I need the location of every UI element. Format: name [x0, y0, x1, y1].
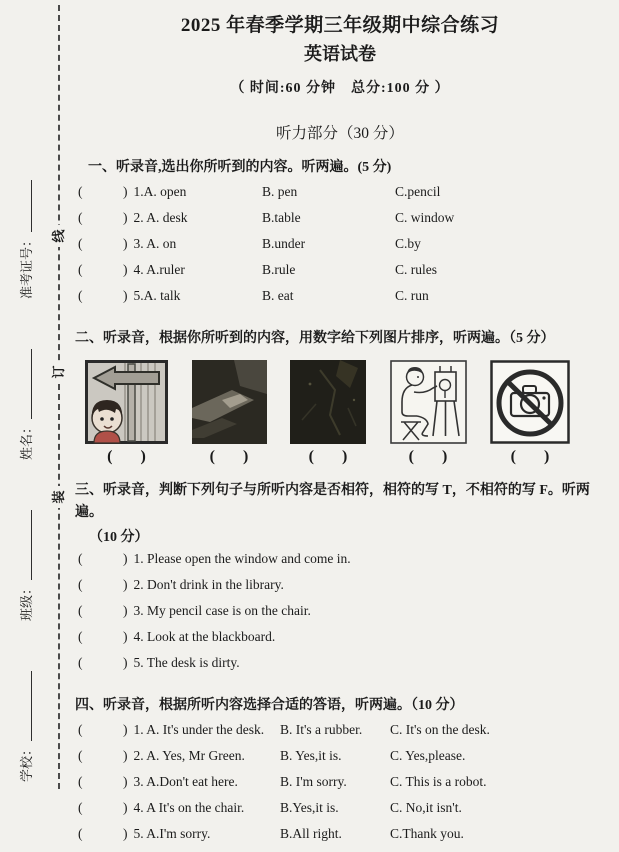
picture-answer-brackets [75, 448, 570, 466]
paper-subtitle: 英语试卷 [304, 44, 376, 64]
question-row: ( ) 2. A. desk B.table C. window [78, 210, 455, 225]
option-a: 3. A. on [133, 236, 177, 251]
option-b: B. It's a rubber. [280, 722, 363, 737]
question-row: ( ) 3. A.Don't eat here. B. I'm sorry. C. This is a robot. [78, 774, 487, 789]
answer-bracket: ( [78, 577, 83, 592]
option-c: C. It's on the desk. [390, 722, 490, 737]
option-b: B.Yes,it is. [280, 800, 339, 815]
question-row: ( ) 4. A.ruler B.rule C. rules [78, 262, 437, 277]
answer-bracket: ( [78, 236, 83, 251]
question-row: ( ) 3. A. on B.under C.by [78, 236, 421, 251]
answer-bracket: ( [78, 722, 83, 737]
answer-bracket: ( ) [107, 448, 146, 465]
statement-row: ( ) 4. Look at the blackboard. [78, 629, 276, 644]
option-c: C. rules [395, 262, 437, 277]
girl-with-left-arrow-sign-image [85, 360, 168, 444]
answer-bracket: ( [78, 748, 83, 763]
question-row: ( ) 1. A. It's under the desk. B. It's a rubber. C. It's on the desk. [78, 722, 490, 737]
statement-row: ( ) 2. Don't drink in the library. [78, 577, 284, 592]
answer-bracket: ( [78, 655, 83, 670]
option-b: B.table [262, 210, 301, 225]
question-row: ( ) 5.A. talk B. eat C. run [78, 288, 429, 303]
answer-bracket: ( [78, 288, 83, 303]
answer-bracket: ( [78, 826, 83, 841]
option-b: B. eat [262, 288, 294, 303]
ticket-blank [19, 180, 32, 232]
answer-bracket: ( [78, 629, 83, 644]
option-b: B. pen [262, 184, 298, 199]
question-row: ( ) 1.A. open B. pen C.pencil [78, 184, 441, 199]
section3-score: （10 分） [89, 530, 149, 545]
option-a: 4. A.ruler [133, 262, 185, 277]
answer-bracket: ( [78, 184, 83, 199]
question-row: ( ) 5. A.I'm sorry. B.All right. C.Thank you. [78, 826, 464, 841]
answer-bracket: ( ) [408, 448, 448, 465]
section4-heading: 四、听录音，根据所听内容选择合适的答语，听两遍。（10 分） [75, 698, 464, 713]
option-a: 5.A. talk [133, 288, 181, 303]
listening-part-title: 听力部分（30 分） [276, 125, 404, 142]
binding-char-xian: 线 [49, 225, 69, 247]
option-b: B.under [262, 236, 306, 251]
option-c: C. run [395, 288, 429, 303]
option-c: C.Thank you. [390, 826, 464, 841]
option-a: 1.A. open [133, 184, 187, 199]
option-c: C. Yes,please. [390, 748, 466, 763]
section2-heading: 二、听录音，根据你所听到的内容，用数字给下列图片排序，听两遍。（5 分） [75, 331, 555, 346]
answer-bracket: ( [78, 262, 83, 277]
binding-char-ding: 订 [49, 361, 69, 383]
option-a: 3. A.Don't eat here. [133, 774, 238, 789]
class-label: 班级： [18, 581, 34, 621]
option-c: C.by [395, 236, 421, 251]
student-info-margin [12, 124, 38, 782]
statement-text: 4. Look at the blackboard. [133, 629, 276, 644]
section1-heading: 一、听录音,选出你所听到的内容。听两遍。(5 分) [88, 160, 392, 175]
question-row: ( ) 4. A It's on the chair. B.Yes,it is. C. No,it isn't. [78, 800, 462, 815]
option-b: B. Yes,it is. [280, 748, 342, 763]
desk-in-dark-room-photo [192, 360, 267, 444]
page-title: 2025 年春季学期三年级期中综合练习 [180, 15, 500, 36]
answer-bracket: ( [78, 603, 83, 618]
statement-text: 2. Don't drink in the library. [133, 577, 284, 592]
dark-scene-photo [290, 360, 366, 444]
answer-bracket: ( ) [510, 448, 550, 465]
statement-row: ( ) 3. My pencil case is on the chair. [78, 603, 311, 618]
statement-text: 3. My pencil case is on the chair. [133, 603, 311, 618]
statement-row: ( ) 1. Please open the window and come in. [78, 551, 351, 566]
option-c: C.pencil [395, 184, 441, 199]
option-b: B. I'm sorry. [280, 774, 347, 789]
school-blank [19, 671, 32, 741]
school-label: 学校： [18, 742, 34, 782]
option-c: C. This is a robot. [390, 774, 487, 789]
option-b: B.All right. [280, 826, 342, 841]
option-b: B.rule [262, 262, 296, 277]
answer-bracket: ( ) [209, 448, 249, 465]
answer-bracket: ( ) [308, 448, 348, 465]
statement-text: 5. The desk is dirty. [133, 655, 240, 670]
answer-bracket: ( [78, 210, 83, 225]
ticket-label: 准考证号： [18, 233, 34, 299]
exam-meta: （ 时间:60 分钟 总分:100 分 ） [230, 81, 450, 96]
option-a: 1. A. It's under the desk. [133, 722, 265, 737]
question-row: ( ) 2. A. Yes, Mr Green. B. Yes,it is. C. Yes,please. [78, 748, 466, 763]
name-label: 姓名： [18, 420, 34, 460]
answer-bracket: ( [78, 800, 83, 815]
binding-char-zhuang: 装 [49, 486, 69, 508]
option-a: 4. A It's on the chair. [133, 800, 245, 815]
class-blank [19, 510, 32, 580]
picture-row [75, 360, 570, 444]
section3-rows [75, 551, 605, 681]
binding-dashed-line [58, 5, 60, 789]
section1-rows [75, 184, 605, 314]
option-c: C. No,it isn't. [390, 800, 462, 815]
name-blank [19, 349, 32, 419]
no-photography-sign [490, 360, 570, 444]
section4-rows [75, 722, 605, 852]
statement-row: ( ) 5. The desk is dirty. [78, 655, 240, 670]
option-a: 5. A.I'm sorry. [133, 826, 211, 841]
option-a: 2. A. desk [133, 210, 188, 225]
section3-heading: 三、听录音，判断下列句子与所听内容是否相符，相符的写 T，不相符的写 F。听两遍。 [75, 483, 590, 520]
boy-painting-at-easel-image [390, 360, 467, 444]
answer-bracket: ( [78, 774, 83, 789]
option-c: C. window [395, 210, 455, 225]
statement-text: 1. Please open the window and come in. [133, 551, 351, 566]
answer-bracket: ( [78, 551, 83, 566]
option-a: 2. A. Yes, Mr Green. [133, 748, 245, 763]
